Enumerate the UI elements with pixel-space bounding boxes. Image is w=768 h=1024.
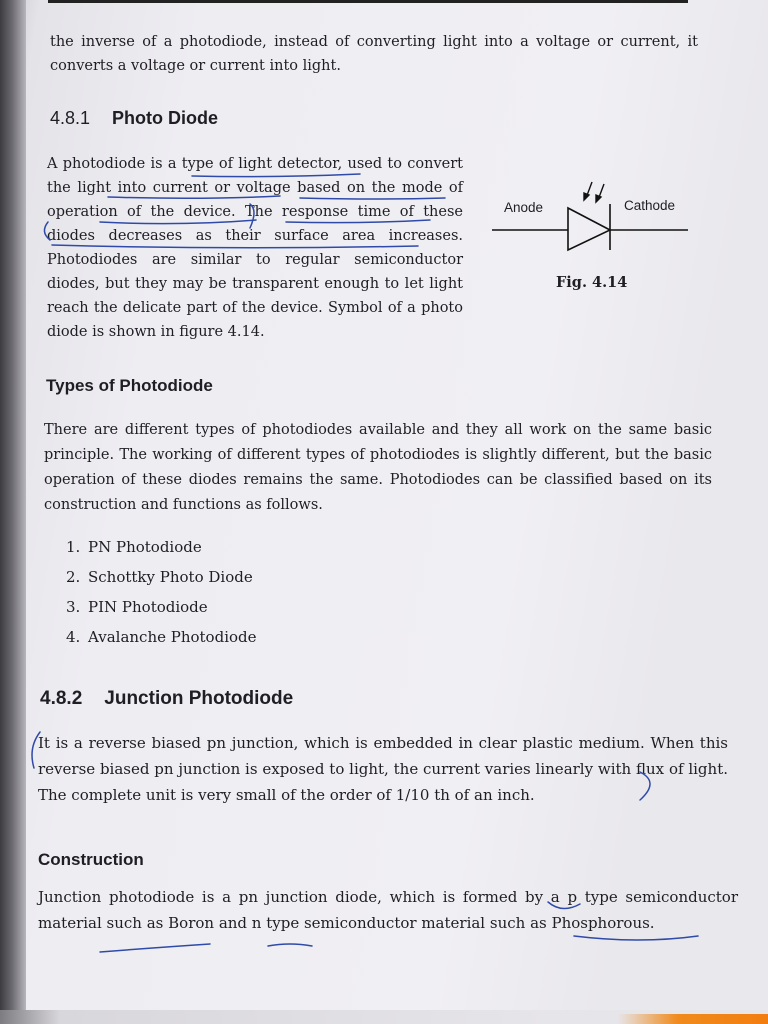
section-481-title: Photo Diode <box>112 108 219 128</box>
underline-mark <box>268 944 312 946</box>
section-481-text: A photodiode is a type of light detector, used to convert the light into current or voltage based on the mode of operation of the device. The response time of these diodes decreases as their surface area increases. Photodiodes are similar to regular semiconductor diodes, but they may be transparent enough to let light reach the delicate part of the device. Symbol of a photo diode is shown in figure 4.14. <box>47 156 463 340</box>
section-482-title: Junction Photodiode <box>104 688 294 709</box>
construction-heading-text: Construction <box>38 850 144 869</box>
types-heading-text: Types of Photodiode <box>46 376 213 395</box>
underline-mark <box>548 902 580 909</box>
list-item: 1. PN Photodiode <box>66 538 202 556</box>
anode-label: Anode <box>504 200 544 215</box>
section-481-number: 4.8.1 <box>50 108 91 128</box>
list-item: 2. Schottky Photo Diode <box>66 568 253 586</box>
list-item: 3. PIN Photodiode <box>66 598 208 616</box>
bracket-mark <box>44 222 50 240</box>
bracket-mark <box>32 732 40 768</box>
bracket-mark <box>640 772 650 800</box>
section-482-text: It is a reverse biased pn junction, which is embedded in clear plastic medium. When this reverse biased pn junction is exposed to light, the current varies linearly with flux of light. The complete unit is very small of the order of 1/10 th of an inch. <box>38 734 728 804</box>
figure-caption: Fig. 4.14 <box>556 274 628 291</box>
construction-text: Junction photodiode is a pn junction diode, which is formed by a p type semiconductor material such as Boron and n type semiconductor material such as Phosphorous. <box>38 888 738 932</box>
list-item: 4. Avalanche Photodiode <box>66 628 257 646</box>
underline-mark <box>192 174 360 177</box>
underline-mark <box>100 944 210 952</box>
intro-text: the inverse of a photodiode, instead of converting light into a voltage or current, it converts a voltage or current into light. <box>50 34 698 74</box>
underline-mark <box>300 198 445 199</box>
underline-mark <box>52 245 418 248</box>
background-object <box>618 1014 768 1024</box>
types-text: There are different types of photodiodes available and they all work on the same basic principle. The working of different types of photodiodes is slightly different, but the basic operation of these diodes remains the same. Photodiodes can be classified based on its construction and functions as follows. <box>44 422 712 513</box>
underline-mark <box>100 220 256 224</box>
bracket-mark <box>250 204 254 228</box>
section-482-number: 4.8.2 <box>40 688 83 709</box>
underline-mark <box>574 936 698 940</box>
underline-mark <box>286 220 430 223</box>
cathode-label: Cathode <box>624 198 676 213</box>
page-bottom-edge <box>0 1010 768 1024</box>
underline-mark <box>108 196 280 198</box>
